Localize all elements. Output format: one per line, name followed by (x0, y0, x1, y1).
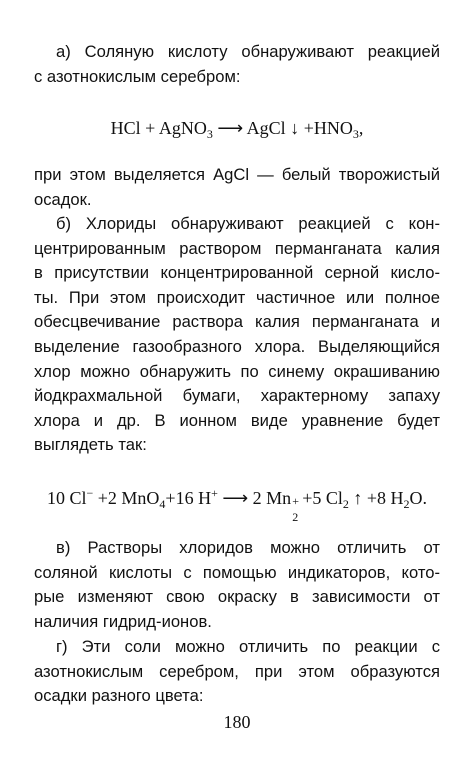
eq-superscript: + (292, 494, 299, 508)
eq-term: 2 Mn (252, 488, 292, 508)
equation-silver-chloride (0, 118, 474, 142)
paragraph-g (34, 635, 440, 709)
text-line: а) Соляную кислоту обнаруживают реакцией (56, 42, 440, 61)
text-line: в присутствии концентрированной серной кисло- (34, 263, 440, 283)
eq-term: +16 H (165, 488, 212, 508)
precipitate-arrow-icon: ↓ (290, 118, 300, 138)
reaction-arrow: ⟶ (217, 118, 244, 138)
eq-subscript: 3 (206, 127, 213, 141)
reaction-arrow: ⟶ (222, 488, 249, 508)
text-line: хлор можно обнаружить по синему окрашиванию (34, 361, 440, 381)
eq-subscript: 2 (342, 497, 349, 511)
text-line: соляной кислоты с помощью индикаторов, кото- (34, 562, 440, 582)
eq-term: HCl (110, 118, 141, 138)
paragraph-a-continuation (34, 163, 440, 212)
text-line: наличия гидрид-ионов. (34, 611, 212, 631)
gas-arrow-icon: ↑ (353, 488, 363, 508)
paragraph-b (34, 212, 440, 458)
eq-comma: , (358, 118, 364, 138)
eq-term: AgNO (158, 118, 207, 138)
eq-plus: + (145, 118, 156, 138)
text-line: с азотнокислым серебром: (34, 66, 241, 86)
text-line: б) Хлориды обнаруживают реакцией с кон- (56, 214, 440, 233)
eq-subscript: 2 (403, 497, 410, 511)
text-line: выглядеть так: (34, 435, 147, 455)
eq-term: +5 Cl (302, 488, 343, 508)
eq-subscript: 2 (292, 510, 299, 524)
text-line: йодкрахмальной бумаги, характерному запаху (34, 386, 440, 406)
eq-plus: + (303, 118, 314, 138)
paragraph-v (34, 536, 440, 634)
eq-term: HNO (313, 118, 353, 138)
eq-subscript: 3 (352, 127, 359, 141)
text-line: обесцвечивание раствора калия перманганата и (34, 312, 440, 332)
text-line: ты. При этом происходит частичное или полное (34, 287, 440, 307)
paragraph-a (34, 40, 440, 89)
text-line: в) Растворы хлоридов можно отличить от (56, 538, 440, 557)
text-line: азотнокислым серебром, при этом образуются (34, 661, 440, 681)
page-number: 180 (223, 712, 251, 732)
eq-subscript: 4 (159, 497, 166, 511)
eq-superscript: + (211, 486, 218, 500)
eq-term: O. (409, 488, 428, 508)
text-line: г) Эти соли можно отличить по реакции с (56, 637, 440, 656)
equation-permanganate (0, 486, 474, 524)
eq-term: +2 MnO (97, 488, 160, 508)
text-line: центрированным раствором перманганата калия (34, 238, 440, 258)
text-line: рые изменяют свою окраску в зависимости от (34, 587, 440, 607)
text-line: осадок. (34, 189, 92, 209)
eq-superscript: − (86, 486, 94, 500)
text-line: выделение газообразного хлора. Выделяющийся (34, 336, 440, 356)
eq-term: 10 Cl (46, 488, 87, 508)
text-line: осадки разного цвета: (34, 686, 204, 706)
eq-term: AgCl (246, 118, 286, 138)
text-line: при этом выделяется AgCl — белый творожистый (34, 165, 440, 184)
text-line: хлора и др. В ионном виде уравнение будет (34, 410, 440, 430)
eq-term: +8 H (366, 488, 404, 508)
